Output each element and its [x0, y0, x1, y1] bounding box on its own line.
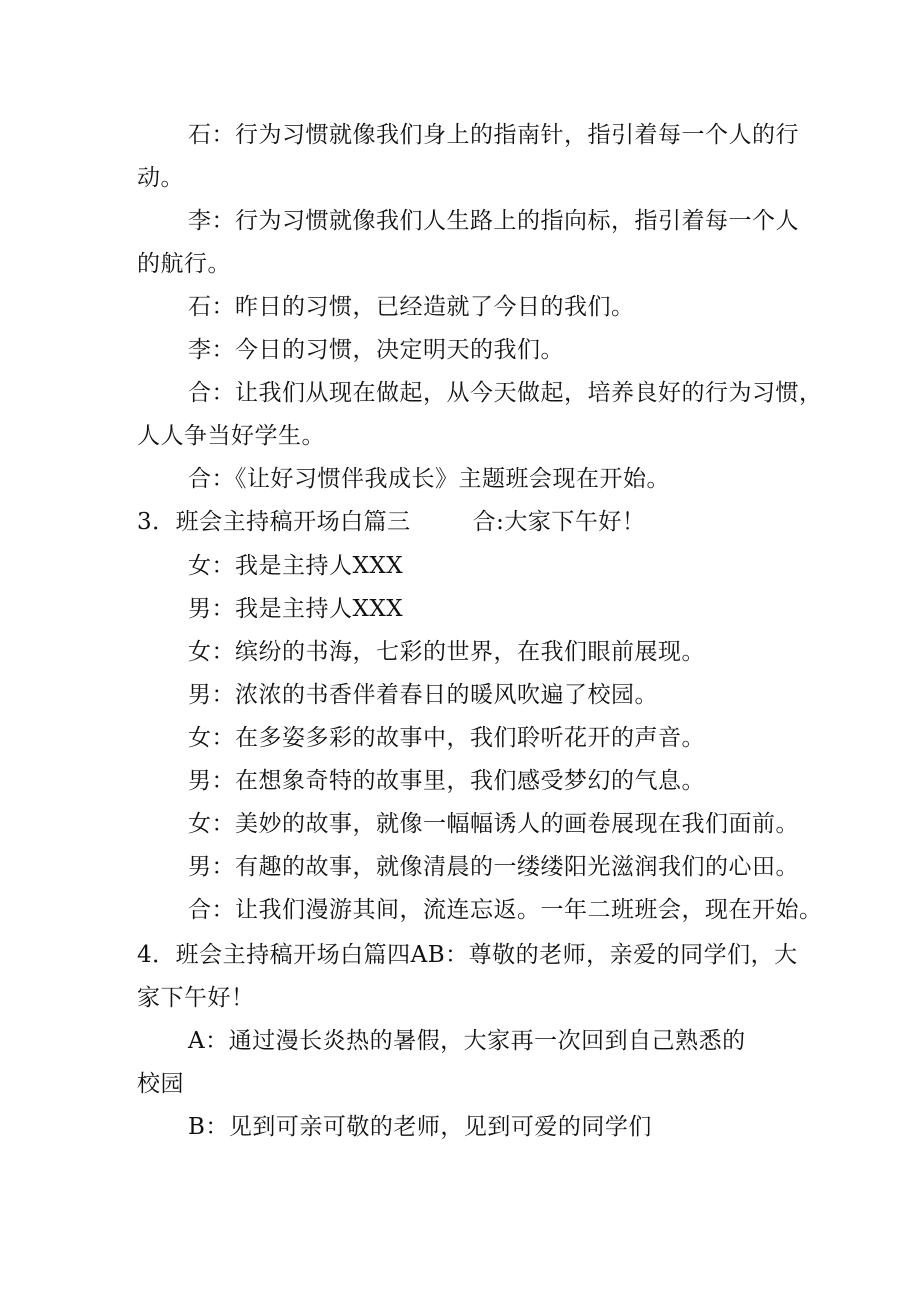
dialogue-line: 李：今日的习惯，决定明天的我们。 [188, 337, 564, 363]
dialogue-line: A：通过漫长炎热的暑假，大家再一次回到自己熟悉的 [188, 1028, 746, 1054]
dialogue-line: 石：行为习惯就像我们身上的指南针，指引着每一个人的行 [188, 122, 799, 148]
dialogue-line: 合：让我们从现在做起，从今天做起，培养良好的行为习惯， [188, 380, 823, 406]
dialogue-line: 李：行为习惯就像我们人生路上的指向标，指引着每一个人 [188, 208, 799, 234]
dialogue-line: B：见到可亲可敬的老师，见到可爱的同学们 [188, 1114, 652, 1140]
dialogue-line: 合：《让好习惯伴我成长》主题班会现在开始。 [188, 466, 670, 492]
dialogue-line-continuation: 家下午好！ [137, 985, 255, 1011]
section-title: 3．班会主持稿开场白篇三 [137, 509, 411, 535]
dialogue-line: 男：我是主持人XXX [188, 596, 404, 622]
section-heading-3 [137, 507, 645, 537]
dialogue-line: 女：我是主持人XXX [188, 553, 404, 579]
dialogue-line-continuation: 动。 [137, 165, 184, 191]
dialogue-line: 男：在想象奇特的故事里，我们感受梦幻的气息。 [188, 768, 705, 794]
dialogue-line: 男：有趣的故事，就像清晨的一缕缕阳光滋润我们的心田。 [188, 854, 799, 880]
dialogue-line: 石：昨日的习惯，已经造就了今日的我们。 [188, 294, 635, 320]
dialogue-line-continuation: 校园 [137, 1071, 184, 1097]
dialogue-line: 女：在多姿多彩的故事中，我们聆听花开的声音。 [188, 725, 705, 751]
dialogue-line: 女：缤纷的书海，七彩的世界，在我们眼前展现。 [188, 639, 705, 665]
dialogue-line: 男：浓浓的书香伴着春日的暖风吹遍了校园。 [188, 682, 658, 708]
dialogue-line: 合:大家下午好！ [472, 509, 646, 535]
dialogue-line: 合：让我们漫游其间，流连忘返。一年二班班会，现在开始。 [188, 897, 823, 923]
dialogue-line-continuation: 的航行。 [137, 251, 231, 277]
dialogue-line: 女：美妙的故事，就像一幅幅诱人的画卷展现在我们面前。 [188, 811, 799, 837]
section-heading-4: 4．班会主持稿开场白篇四AB：尊敬的老师，亲爱的同学们，大 [137, 942, 798, 968]
dialogue-line-continuation: 人人争当好学生。 [137, 423, 325, 449]
